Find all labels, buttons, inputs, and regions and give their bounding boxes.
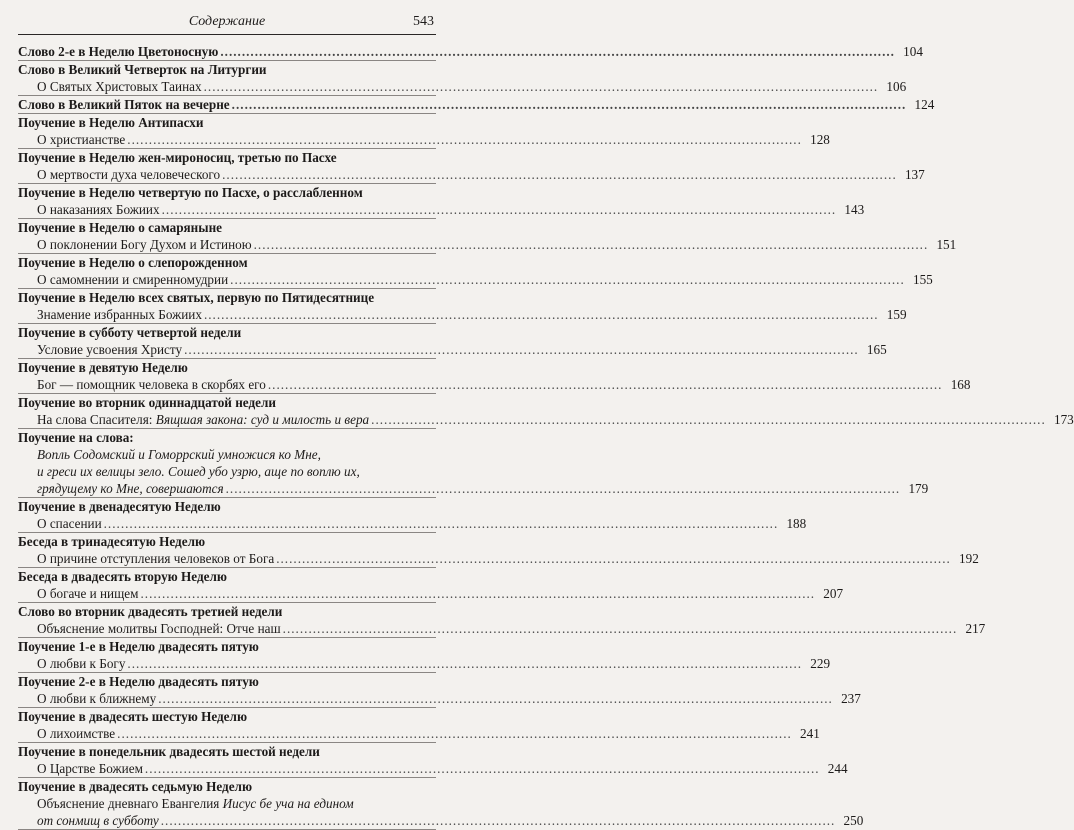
toc-entry: [18, 673, 861, 708]
toc-entry: [18, 184, 865, 219]
entry-page-number: 151: [936, 237, 957, 252]
entry-title: [37, 78, 202, 95]
entry-page-number: 104: [903, 44, 923, 59]
toc-heading: [18, 149, 436, 166]
toc-entry: [18, 708, 820, 743]
toc-entry: [18, 429, 929, 498]
toc-heading: [18, 498, 436, 515]
entry-page-number: 207: [823, 586, 844, 601]
entry-title: [37, 812, 159, 829]
entry-title-text: Слово во вторник двадесять третией недели: [18, 604, 283, 619]
entry-page-number: 241: [800, 726, 820, 741]
entry-title: [18, 673, 259, 690]
entry-title-text: Поучение в Неделю четвертую по Пасхе, о расслабленном: [18, 185, 363, 200]
toc-heading: [18, 743, 436, 760]
entry-page-number: 124: [914, 97, 935, 112]
toc-heading: [18, 568, 436, 585]
toc-heading: [18, 778, 436, 795]
toc-heading: [18, 114, 436, 131]
entry-title-text: Поучение в Неделю о самаряныне: [18, 220, 223, 235]
entry-page-number: 188: [786, 516, 807, 531]
entry-title: [37, 236, 252, 253]
dot-leader: [184, 341, 859, 358]
toc-quote-line: [18, 446, 436, 463]
entry-page-number: 217: [965, 621, 986, 636]
entry-title-text: Поучение в субботу четвертой недели: [18, 325, 242, 340]
toc-entry: [18, 289, 907, 324]
toc-entry: [18, 533, 979, 568]
toc-entry: [18, 149, 925, 184]
running-title: Содержание: [188, 14, 266, 29]
entry-title: [18, 61, 267, 78]
entry-title-italic: и греси их велицы зело. Сошед убо узрю, аще по воплю их,: [37, 464, 360, 479]
entry-title: [18, 429, 134, 446]
entry-title-text: О Царстве Божием: [37, 761, 143, 776]
entry-page-number: 229: [810, 656, 831, 671]
toc-entry: [18, 394, 1074, 429]
entry-title: [18, 324, 241, 341]
toc-heading: [18, 254, 436, 271]
toc-subentry: [18, 78, 907, 95]
toc-heading: [18, 96, 935, 113]
entry-title-text: На слова Спасителя:: [37, 412, 156, 427]
toc-entry: [18, 254, 933, 289]
dot-leader: [204, 306, 879, 323]
entry-title-italic: от сонмищ в субботу: [37, 813, 159, 828]
toc-entry: [18, 638, 831, 673]
entry-title-text: Поучение во вторник одиннадцатой недели: [18, 395, 277, 410]
entry-title: [37, 306, 202, 323]
entry-title: [18, 568, 227, 585]
entry-page-number: 179: [908, 481, 929, 496]
entry-title: [37, 166, 220, 183]
entry-title-text: Поучение на слова:: [18, 430, 134, 445]
toc-entry: [18, 61, 907, 96]
toc-heading: [18, 603, 436, 620]
entry-title-text: Поучение в двадесять шестую Неделю: [18, 709, 248, 724]
entry-title-text: Объяснение дневнаго Евангелия: [37, 796, 223, 811]
entry-title: [18, 254, 248, 271]
entry-title-text: О христианстве: [37, 132, 126, 147]
entry-title: [37, 760, 143, 777]
entry-title-text: О причине отступления человеков от Бога: [37, 551, 275, 566]
dot-leader: [140, 585, 815, 602]
entry-page-number: 143: [844, 202, 865, 217]
dot-leader: [127, 655, 802, 672]
toc-subentry: [18, 271, 933, 288]
entry-title: [37, 446, 321, 463]
entry-title: [37, 620, 281, 637]
dot-leader: [226, 480, 901, 497]
entry-title-text: Знамение избранных Божиих: [37, 307, 202, 322]
entry-page-number: 106: [886, 79, 907, 94]
toc-entry: [18, 498, 807, 533]
dot-leader: [254, 236, 929, 253]
toc-subentry: [18, 550, 979, 567]
entry-title-text: Беседа в тринадесятую Неделю: [18, 534, 206, 549]
toc-heading: [18, 359, 436, 376]
entry-title-text: Поучение в Неделю Антипасхи: [18, 115, 204, 130]
entry-title: [18, 359, 188, 376]
dot-leader: [283, 620, 958, 637]
entry-title: [37, 131, 125, 148]
entry-page-number: 173: [1053, 412, 1074, 427]
toc-subentry: [18, 620, 986, 637]
dot-leader: [161, 812, 836, 829]
toc-subentry: [18, 585, 844, 602]
entry-title-text: Поучение в двенадесятую Неделю: [18, 499, 221, 514]
toc-entry: [18, 324, 887, 359]
entry-title: [37, 376, 266, 393]
toc-heading: [18, 673, 436, 690]
entry-title: [18, 289, 374, 306]
entry-title: [37, 725, 115, 742]
entry-title: [18, 394, 276, 411]
toc-subentry: [18, 760, 848, 777]
dot-leader: [145, 760, 820, 777]
toc-subentry: [18, 131, 830, 148]
entry-title-text: Слово в Великий Четверток на Литургии: [18, 62, 267, 77]
entry-title: [37, 341, 182, 358]
entry-page-number: 192: [959, 551, 979, 566]
entry-title-text: Поучение в Неделю всех святых, первую по Пятидесятнице: [18, 290, 375, 305]
toc-subentry: [18, 411, 1074, 428]
entry-title-text: Поучение в понедельник двадесять шестой недели: [18, 744, 320, 759]
dot-leader: [220, 43, 895, 60]
entry-title-text: О поклонении Богу Духом и Истиною: [37, 237, 252, 252]
toc-subentry: [18, 655, 831, 672]
entry-title: [37, 411, 369, 428]
entry-title: [18, 184, 363, 201]
entry-title: [37, 515, 102, 532]
toc-heading: [18, 533, 436, 550]
entry-title-italic: Вопль Содомский и Гоморрский умножися ко Мне,: [37, 447, 321, 462]
dot-leader: [117, 725, 792, 742]
toc-quote-line: [18, 480, 929, 497]
entry-title-text: Условие усвоения Христу: [37, 342, 183, 357]
toc-entry: [18, 96, 935, 114]
dot-leader: [268, 376, 943, 393]
toc-entry: [18, 359, 971, 394]
entry-title: [18, 149, 337, 166]
toc-entry: [18, 603, 986, 638]
entry-page-number: 244: [827, 761, 848, 776]
running-header: [18, 12, 436, 35]
toc-entry: [18, 568, 844, 603]
entry-page-number: 237: [841, 691, 861, 706]
entry-page-number: 137: [904, 167, 925, 182]
entry-title-text: Поучение в девятую Неделю: [18, 360, 188, 375]
entry-page-number: 155: [912, 272, 933, 287]
toc-heading: [18, 429, 436, 446]
dot-leader: [276, 550, 951, 567]
entry-title: [18, 43, 218, 60]
entry-title: [18, 533, 205, 550]
entry-title-text: Поучение 1-е в Неделю двадесять пятую: [18, 639, 259, 654]
entry-title: [18, 96, 230, 113]
entry-title-text: О лихоимстве: [37, 726, 116, 741]
entry-title-text: О наказаниях Божиих: [37, 202, 160, 217]
entry-title-text: О любви к Богу: [37, 656, 126, 671]
toc-quote-line: [18, 463, 436, 480]
entry-title-text: Бог — помощник человека в скорбях его: [37, 377, 266, 392]
dot-leader: [222, 166, 897, 183]
dot-leader: [104, 515, 779, 532]
entry-title-text: О спасении: [37, 516, 102, 531]
toc-entry: [18, 219, 957, 254]
dot-leader: [230, 271, 905, 288]
entry-title-text: Поучение в Неделю жен-мироносиц, третью по Пасхе: [18, 150, 337, 165]
toc-subentry: [18, 341, 887, 358]
toc-heading: [18, 184, 436, 201]
entry-title-text: Слово в Великий Пяток на вечерне: [18, 97, 230, 112]
dot-leader: [158, 690, 833, 707]
entry-title-text: Поучение в Неделю о слепорожденном: [18, 255, 248, 270]
entry-title: [37, 550, 274, 567]
toc-subentry: [18, 376, 971, 393]
entry-title: [37, 795, 354, 812]
entry-title: [37, 463, 360, 480]
table-of-contents: [18, 43, 1074, 830]
toc-subentry: [18, 166, 925, 183]
toc-heading: [18, 394, 436, 411]
toc-subentry: [18, 812, 864, 829]
toc-entry: [18, 43, 923, 61]
toc-entry: [18, 743, 848, 778]
entry-title: [18, 743, 320, 760]
entry-page-number: 250: [843, 813, 864, 828]
entry-title: [37, 690, 156, 707]
entry-title-text: О Святых Христовых Таинах: [37, 79, 202, 94]
entry-title: [37, 201, 160, 218]
toc-entry: [18, 114, 830, 149]
entry-title: [18, 219, 222, 236]
entry-title: [37, 271, 228, 288]
toc-subentry: [18, 201, 865, 218]
entry-title: [18, 778, 252, 795]
toc-subentry: [18, 306, 907, 323]
entry-title: [37, 655, 125, 672]
entry-title-text: О любви к ближнему: [37, 691, 157, 706]
toc-heading: [18, 61, 436, 78]
toc-heading: [18, 289, 436, 306]
entry-title: [18, 114, 204, 131]
entry-title-text: Поучение в двадесять седьмую Неделю: [18, 779, 253, 794]
dot-leader: [232, 96, 907, 113]
dot-leader: [127, 131, 802, 148]
dot-leader: [204, 78, 879, 95]
entry-title: [18, 638, 259, 655]
entry-title-italic: Иисус бе уча на едином: [222, 796, 354, 811]
entry-page-number: 159: [886, 307, 907, 322]
entry-title-text: О самомнении и смиренномудрии: [37, 272, 229, 287]
page-number: 543: [413, 14, 434, 29]
dot-leader: [371, 411, 1046, 428]
entry-title-text: Слово 2-е в Неделю Цветоносную: [18, 44, 219, 59]
entry-title-italic: грядущему ко Мне, совершаются: [37, 481, 224, 496]
toc-heading: [18, 219, 436, 236]
toc-subentry: [18, 795, 436, 812]
toc-subentry: [18, 690, 861, 707]
toc-heading: [18, 708, 436, 725]
entry-title: [18, 498, 221, 515]
toc-heading: [18, 43, 923, 60]
entry-page-number: 168: [950, 377, 971, 392]
toc-subentry: [18, 725, 820, 742]
toc-heading: [18, 324, 436, 341]
entry-title: [18, 708, 247, 725]
toc-subentry: [18, 515, 807, 532]
entry-title: [37, 585, 138, 602]
toc-heading: [18, 638, 436, 655]
toc-subentry: [18, 236, 957, 253]
entry-title-text: Поучение 2-е в Неделю двадесять пятую: [18, 674, 259, 689]
entry-title: [37, 480, 224, 497]
entry-title-text: О мертвости духа человеческого: [37, 167, 221, 182]
entry-title-text: Беседа в двадесять вторую Неделю: [18, 569, 227, 584]
entry-title-text: Объяснение молитвы Господней: Отче наш: [37, 621, 281, 636]
toc-entry: [18, 778, 864, 830]
entry-title-italic: Вящшая закона: суд и милость и вера: [155, 412, 370, 427]
entry-title: [18, 603, 282, 620]
entry-title-text: О богаче и нищем: [37, 586, 139, 601]
dot-leader: [162, 201, 837, 218]
entry-page-number: 165: [866, 342, 887, 357]
entry-page-number: 128: [810, 132, 830, 147]
